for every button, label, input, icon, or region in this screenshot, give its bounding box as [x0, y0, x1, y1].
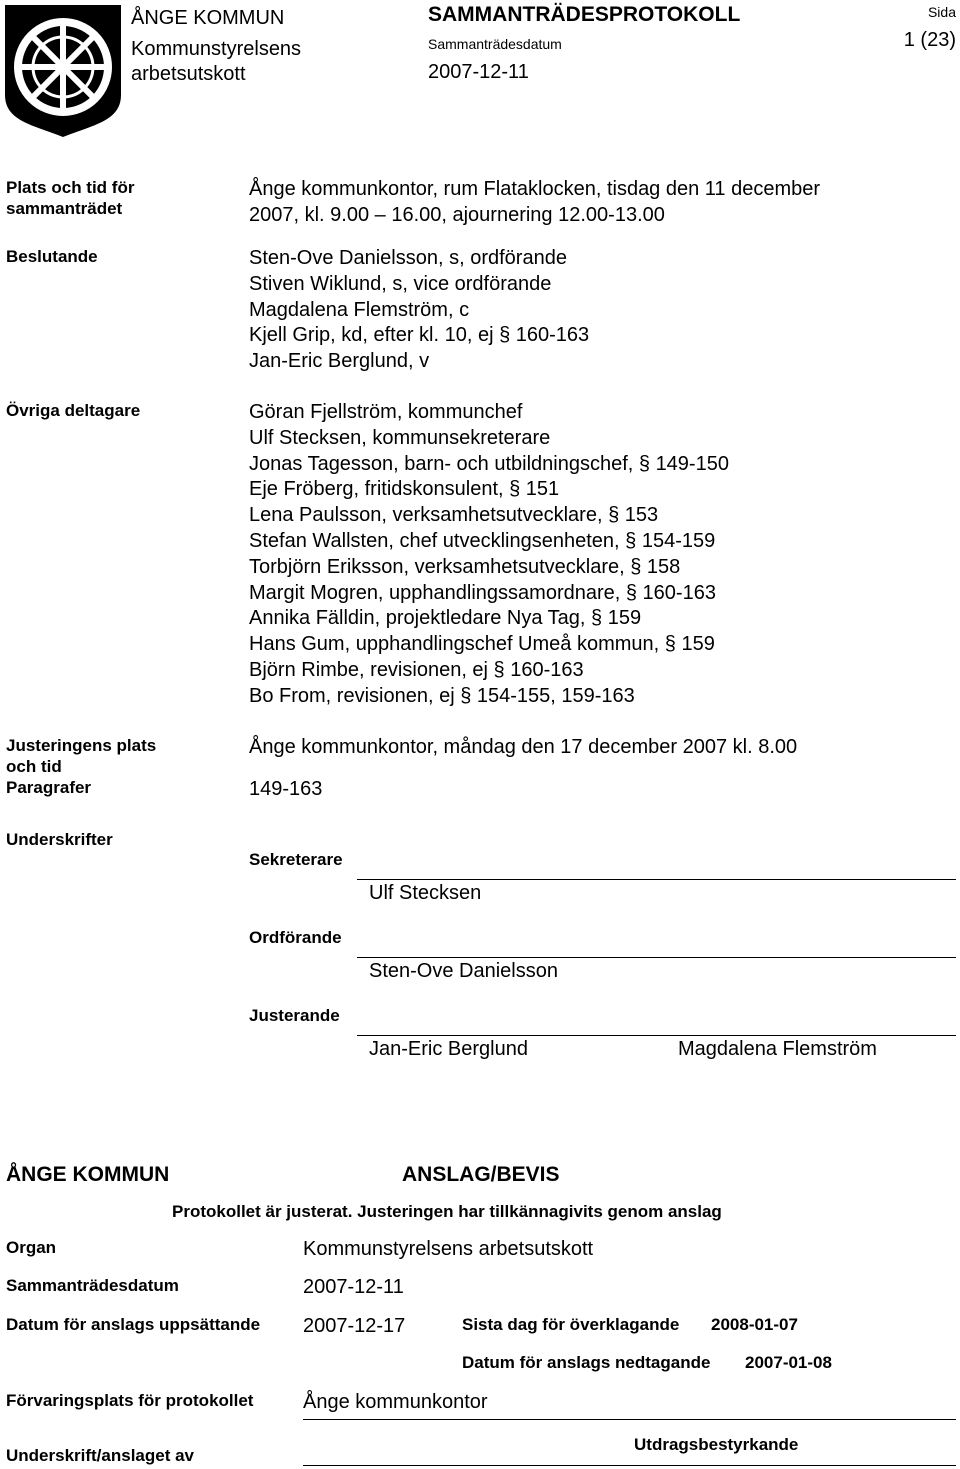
secretary-signature-line — [357, 879, 956, 880]
list-item: Sten-Ove Danielsson, s, ordförande — [249, 247, 567, 269]
paragraphs-label: Paragrafer — [6, 778, 92, 797]
adjuster-name-1: Jan-Eric Berglund — [369, 1038, 528, 1060]
page-label: Sida — [927, 4, 956, 20]
header-org-name: ÅNGE KOMMUN — [131, 7, 285, 29]
removed-date-value: 2007-01-08 — [745, 1353, 832, 1372]
list-item: Björn Rimbe, revisionen, ej § 160-163 — [249, 658, 584, 681]
header-org-unit-line1: Kommunstyrelsens — [131, 38, 302, 60]
municipality-logo — [3, 3, 123, 139]
extract-certification-label: Utdragsbestyrkande — [634, 1435, 799, 1454]
list-item: Eje Fröberg, fritidskonsulent, § 151 — [249, 478, 560, 501]
list-item: Kjell Grip, kd, efter kl. 10, ej § 160-163 — [249, 324, 590, 347]
others-label: Övriga deltagare — [6, 401, 141, 420]
storage-label: Förvaringsplats för protokollet — [6, 1391, 254, 1410]
list-item: Margit Mogren, upphandlingssamordnare, § 160-163 — [249, 581, 716, 604]
list-item: Ulf Stecksen, kommunsekreterare — [249, 426, 551, 449]
list-item: Jonas Tagesson, barn- och utbildningschef, § 149-150 — [249, 452, 729, 475]
notice-meeting-date-value: 2007-12-11 — [303, 1276, 404, 1298]
appeal-deadline-value: 2008-01-07 — [711, 1315, 798, 1334]
organ-label: Organ — [6, 1238, 57, 1257]
chair-name: Sten-Ove Danielsson — [369, 960, 558, 982]
list-item: Stiven Wiklund, s, vice ordförande — [249, 272, 552, 295]
chair-signature-line — [357, 957, 956, 958]
storage-underline — [303, 1419, 956, 1420]
chair-label: Ordförande — [249, 928, 342, 947]
adjustment-value: Ånge kommunkontor, måndag den 17 december 2007 kl. 8.00 — [249, 736, 798, 758]
storage-value: Ånge kommunkontor — [303, 1391, 488, 1413]
posted-date-value: 2007-12-17 — [303, 1315, 406, 1337]
list-item: Göran Fjellström, kommunchef — [249, 401, 523, 423]
notice-title: ANSLAG/BEVIS — [402, 1163, 560, 1186]
adjustment-label-line2: och tid — [6, 757, 62, 776]
posted-date-label: Datum för anslags uppsättande — [6, 1315, 261, 1334]
place-line-1: Ånge kommunkontor, rum Flataklocken, tisdag den 11 december — [249, 178, 821, 200]
organ-value: Kommunstyrelsens arbetsutskott — [303, 1238, 594, 1260]
notice-org: ÅNGE KOMMUN — [6, 1163, 170, 1186]
list-item: Torbjörn Eriksson, verksamhetsutvecklare, § 158 — [249, 555, 681, 578]
list-item: Hans Gum, upphandlingschef Umeå kommun, § 159 — [249, 633, 715, 656]
page-number: 1 (23) — [903, 29, 956, 51]
adjuster-name-2: Magdalena Flemström — [678, 1038, 877, 1060]
adjuster-signature-line — [357, 1035, 956, 1036]
meeting-date-value: 2007-12-11 — [428, 61, 529, 83]
header-org-unit-line2: arbetsutskott — [131, 63, 246, 85]
adjustment-label-line1: Justeringens plats — [6, 736, 157, 755]
signature-label: Underskrift/anslaget av — [6, 1446, 195, 1465]
list-item: Jan-Eric Berglund, v — [249, 350, 430, 373]
deciders-list — [249, 246, 589, 375]
adjuster-label: Justerande — [249, 1006, 340, 1025]
list-item: Annika Fälldin, projektledare Nya Tag, § 159 — [249, 607, 642, 630]
list-item: Bo From, revisionen, ej § 154-155, 159-163 — [249, 684, 635, 707]
paragraphs-value: 149-163 — [249, 778, 323, 800]
list-item: Magdalena Flemström, c — [249, 298, 470, 321]
notice-meeting-date-label: Sammanträdesdatum — [6, 1276, 179, 1295]
secretary-name: Ulf Stecksen — [369, 882, 482, 904]
deciders-label: Beslutande — [6, 247, 98, 266]
removed-date-label: Datum för anslags nedtagande — [462, 1353, 711, 1372]
place-line-2: 2007, kl. 9.00 – 16.00, ajournering 12.00-13.00 — [249, 204, 665, 226]
appeal-deadline-label: Sista dag för överklagande — [462, 1315, 680, 1334]
signature-line — [303, 1465, 956, 1466]
list-item: Lena Paulsson, verksamhetsutvecklare, § 153 — [249, 504, 659, 527]
notice-subtitle: Protokollet är justerat. Justeringen har tillkännagivits genom anslag — [172, 1202, 722, 1221]
document-title: SAMMANTRÄDESPROTOKOLL — [428, 3, 741, 26]
list-item: Stefan Wallsten, chef utvecklingsenheten, § 154-159 — [249, 529, 716, 552]
others-list — [249, 400, 729, 710]
meeting-date-label: Sammanträdesdatum — [428, 36, 562, 52]
signatures-label: Underskrifter — [6, 830, 113, 849]
place-label: Plats och tid för sammanträdet — [6, 178, 135, 218]
secretary-label: Sekreterare — [249, 850, 343, 869]
